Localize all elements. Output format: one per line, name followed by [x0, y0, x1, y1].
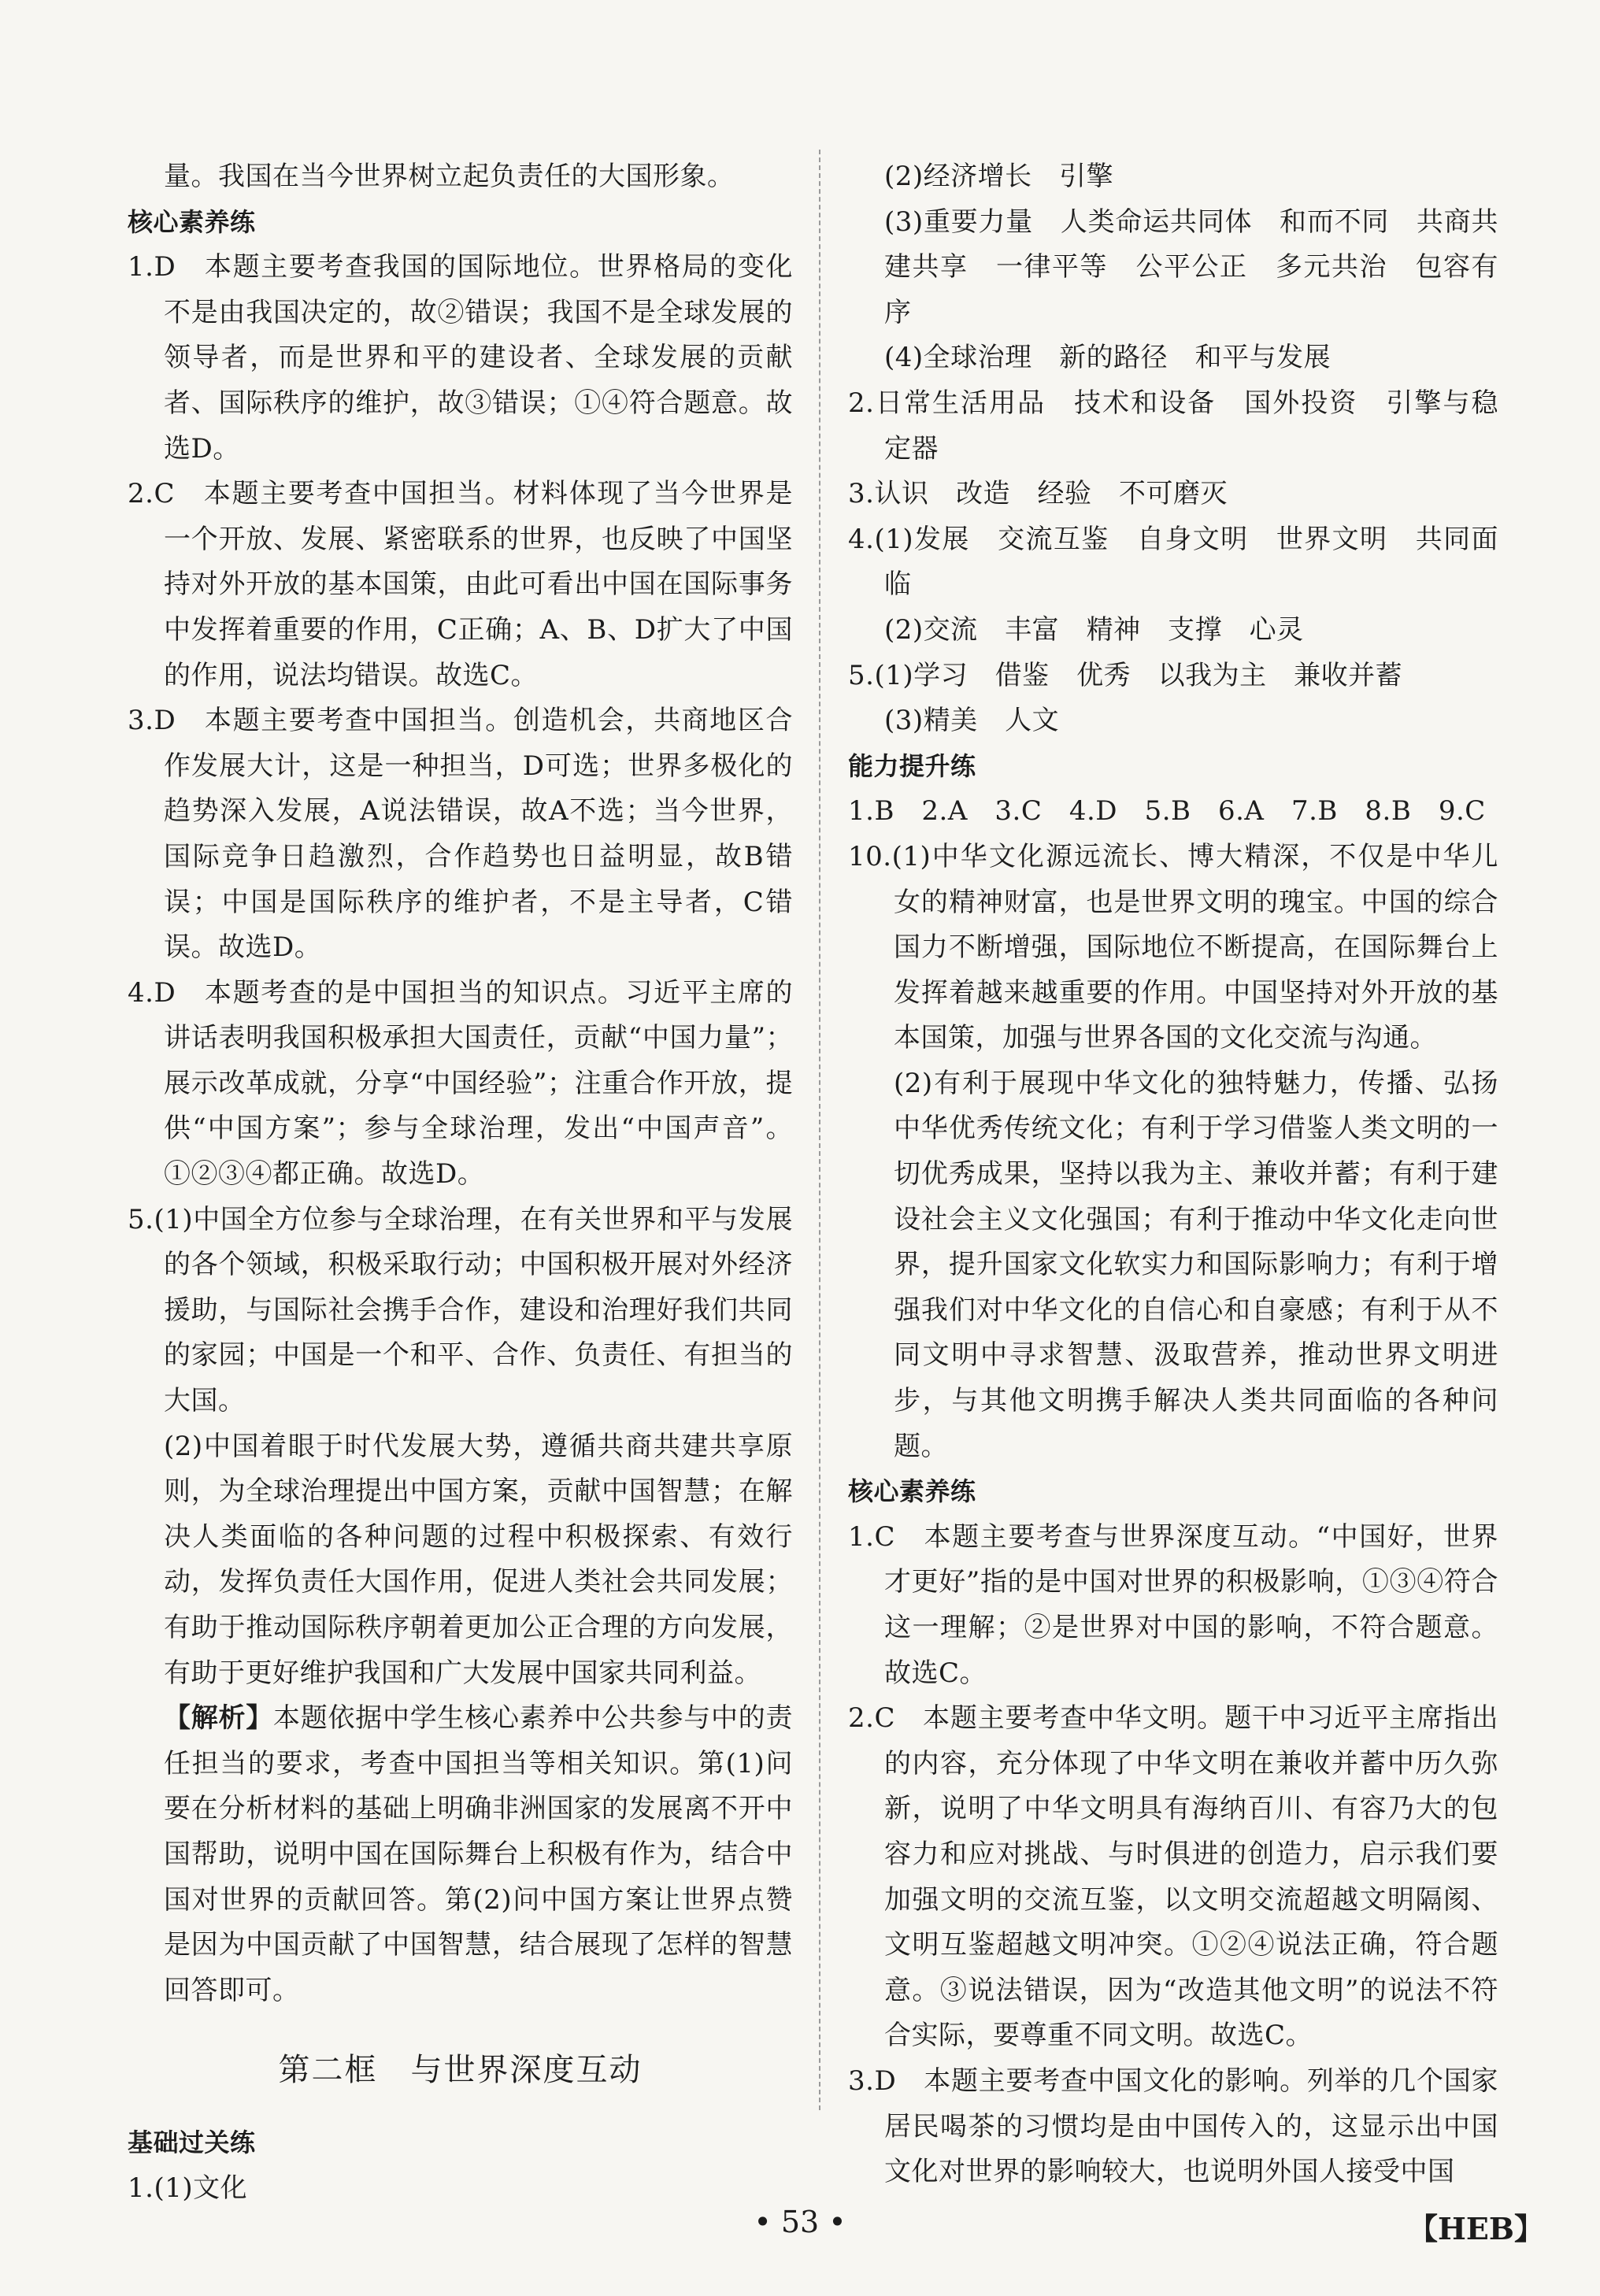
page-number: • 53 • [754, 2205, 846, 2239]
answer-item: 3.D 本题主要考查中国文化的影响。列举的几个国家居民喝茶的习惯均是由中国传入的，这显示出中国文化对世界的影响较大，也说明外国人接受中国 [848, 2065, 1498, 2188]
answer-item: 1.(1)文化 [128, 2172, 248, 2204]
left-column [128, 154, 793, 2211]
lesson-title: 第二框 与世界深度互动 [278, 2052, 643, 2089]
section-heading-ability: 能力提升练 [848, 750, 976, 781]
answer-item: (2)交流 丰富 精神 支撑 心灵 [884, 613, 1304, 646]
section-heading-core: 核心素养练 [848, 1476, 976, 1507]
answer-item: 5.(1)中国全方位参与全球治理，在有关世界和平与发展的各个领域，积极采取行动；中国积极开展对外经济援助，与国际社会携手合作，建设和治理好我们共同的家园；中国是一个和平、合作、负责任、有担当的大国。 [128, 1203, 793, 1417]
answer-item: (2)有利于展现中华文化的独特魅力，传播、弘扬中华优秀传统文化；有利于学习借鉴人类文明的一切优秀成果，坚持以我为主、兼收并蓄；有利于建设社会主义文化强国；有利于推动中华文化走向世界，提升国家文化软实力和国际影响力；有利于增强我们对中华文化的自信心和自豪感；有利于从不同文明中寻求智慧、汲取营养，推动世界文明进步，与其他文明携手解决人类共同面临的各种问题。 [894, 1067, 1498, 1462]
right-column [848, 154, 1498, 2195]
analysis-text: 本题依据中学生核心素养中公共参与中的责任担当的要求，考查中国担当等相关知识。第(1)问要在分析材料的基础上明确非洲国家的发展离不开中国帮助，说明中国在国际舞台上积极有作为，结合中国对世界的贡献回答。第(2)问中国方案让世界点赞是因为中国贡献了中国智慧，结合展现了怎样的智慧回答即可。 [164, 1702, 793, 2006]
analysis-block [128, 1696, 793, 2013]
answer-item: 5.(1)学习 借鉴 优秀 以我为主 兼收并蓄 [848, 659, 1403, 691]
answer-item: (4)全球治理 新的路径 和平与发展 [884, 342, 1331, 374]
answer-item: (2)经济增长 引擎 [884, 161, 1114, 192]
answer-item: 4.D 本题考查的是中国担当的知识点。习近平主席的讲话表明我国积极承担大国责任，贡献“中国力量”；展示改革成就，分享“中国经验”；注重合作开放，提供“中国方案”；参与全球治理，发出“中国声音”。①②③④都正确。故选D。 [128, 976, 793, 1191]
answer-item: 2.日常生活用品 技术和设备 国外投资 引擎与稳定器 [848, 387, 1498, 465]
choice-answers: 1.B 2.A 3.C 4.D 5.B 6.A 7.B 8.B 9.C [848, 795, 1486, 828]
answer-item: 2.C 本题主要考查中国担当。材料体现了当今世界是一个开放、发展、紧密联系的世界，也反映了中国坚持对外开放的基本国策，由此可看出中国在国际事务中发挥着重要的作用，C正确；A、B、D扩大了中国的作用，说法均错误。故选C。 [128, 478, 793, 691]
answer-item: 3.认识 改造 经验 不可磨灭 [848, 478, 1228, 510]
answer-item: 1.C 本题主要考查与世界深度互动。“中国好，世界才更好”指的是中国对世界的积极影响，①③④符合这一理解；②是世界对中国的影响，不符合题意。故选C。 [848, 1520, 1498, 1689]
answer-item: (3)重要力量 人类命运共同体 和而不同 共商共建共享 一律平等 公平公正 多元共治 包容有序 [884, 206, 1498, 328]
answer-item: (2)中国着眼于时代发展大势，遵循共商共建共享原则，为全球治理提出中国方案，贡献中国智慧；在解决人类面临的各种问题的过程中积极探索、有效行动，发挥负责任大国作用，促进人类社会共同发展；有助于推动国际秩序朝着更加公正合理的方向发展，有助于更好维护我国和广大发展中国家共同利益。 [164, 1430, 793, 1689]
column-divider [819, 150, 820, 2110]
answer-item: 4.(1)发展 交流互鉴 自身文明 世界文明 共同面临 [848, 523, 1498, 601]
answer-item: 1.D 本题主要考查我国的国际地位。世界格局的变化不是由我国决定的，故②错误；我国不是全球发展的领导者，而是世界和平的建设者、全球发展的贡献者、国际秩序的维护，故③错误；①④符合题意。故选D。 [128, 251, 793, 465]
answer-item: 3.D 本题主要考查中国担当。创造机会，共商地区合作发展大计，这是一种担当，D可选；世界多极化的趋势深入发展，A说法错误，故A不选；当今世界，国际竞争日趋激烈，合作趋势也日益明显，故B错误；中国是国际秩序的维护者，不是主导者，C错误。故选D。 [128, 705, 793, 964]
section-heading-core: 核心素养练 [128, 206, 256, 237]
answer-item: 2.C 本题主要考查中华文明。题干中习近平主席指出的内容，充分体现了中华文明在兼收并蓄中历久弥新，说明了中华文明具有海纳百川、有容乃大的包容力和应对挑战、与时俱进的创造力，启示我们要加强文明的交流互鉴，以文明交流超越文明隔阂、文明互鉴超越文明冲突。①②④说法正确，符合题意。③说法错误，因为“改造其他文明”的说法不符合实际，要尊重不同文明。故选C。 [848, 1702, 1498, 2052]
intro-text: 量。我国在当今世界树立起负责任的大国形象。 [164, 161, 735, 192]
section-heading-basic: 基础过关练 [128, 2127, 256, 2157]
edition-tag: 【HEB】 [1408, 2211, 1544, 2246]
analysis-label: 【解析】 [164, 1702, 273, 1735]
answer-item: (3)精美 人文 [884, 705, 1060, 737]
answer-item: 10.(1)中华文化源远流长、博大精深，不仅是中华儿女的精神财富，也是世界文明的瑰宝。中国的综合国力不断增强，国际地位不断提高，在国际舞台上发挥着越来越重要的作用。中国坚持对外开放的基本国策，加强与世界各国的文化交流与沟通。 [848, 840, 1498, 1054]
